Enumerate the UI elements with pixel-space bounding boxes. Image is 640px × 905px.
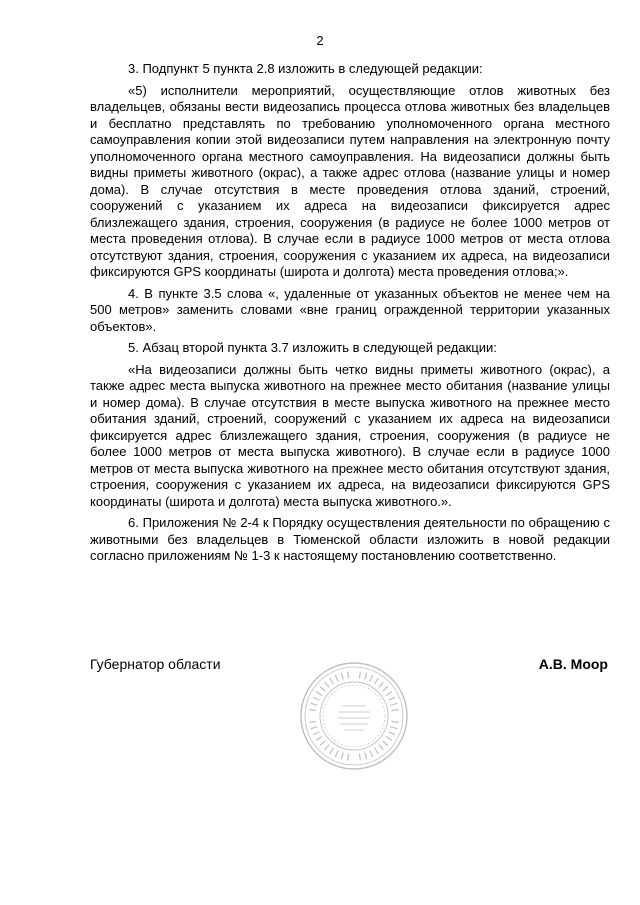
- paragraph-3-quote: «5) исполнители мероприятий, осуществляющие отлов животных без владельцев, обязаны вести видеозапись процесса отлова животных без владельцев и бесплатно представлять по требованию уполномоченного органа местного самоуправления копии этой видеозаписи путем направления на электронную почту уполномоченного органа местного самоуправления. На видеозаписи должны быть видны приметы животного (окрас), а также адрес отлова (название улицы и номер дома). В случае отсутствия в месте проведения отлова зданий, строений, сооружений с указанием их адреса на видеозаписи фиксируется адрес близлежащего здания, строения, сооружения (в радиусе не более 1000 метров от места проведения отлова). В случае если в радиусе 1000 метров от места отлова отсутствуют здания, строения, сооружения с указанием их адреса, на видеозаписи фиксируются GPS координаты (широта и долгота) места проведения отлова;».: [90, 82, 610, 279]
- seal-lettering-mark: [316, 692, 322, 696]
- seal-lettering-mark: [309, 721, 316, 722]
- official-seal-stamp: [298, 660, 410, 772]
- seal-lettering-mark: [348, 671, 349, 678]
- seal-lettering-mark: [309, 710, 316, 711]
- seal-lettering-mark: [348, 754, 349, 761]
- seal-lettering-mark: [311, 703, 318, 705]
- seal-lettering-mark: [330, 748, 334, 754]
- seal-lettering-mark: [386, 737, 392, 741]
- seal-lettering-mark: [390, 703, 397, 705]
- seal-lettering-mark: [386, 692, 392, 696]
- seal-lettering-mark: [383, 687, 388, 692]
- signature-title: Губернатор области: [90, 656, 221, 672]
- seal-lettering-mark: [325, 745, 330, 750]
- seal-lettering-mark: [313, 697, 319, 700]
- seal-lettering-mark: [320, 687, 325, 692]
- seal-lettering-mark: [375, 678, 379, 684]
- seal-lettering-mark: [365, 673, 367, 680]
- seal-lettering-mark: [379, 682, 384, 687]
- seal-lettering-mark: [311, 727, 318, 729]
- seal-lettering-mark: [383, 741, 388, 746]
- seal-lettering-mark: [320, 741, 325, 746]
- paragraph-6: 6. Приложения № 2-4 к Порядку осуществления деятельности по обращению с животными без владельцев в Тюменской области изложить в новой редакции согласно приложениям № 1-3 к настоящему постановлению соответственно.: [90, 515, 610, 563]
- seal-lettering-mark: [341, 673, 343, 680]
- seal-lettering-mark: [370, 675, 373, 681]
- seal-lettering-mark: [390, 727, 397, 729]
- seal-lettering-mark: [325, 682, 330, 687]
- seal-lettering-mark: [389, 697, 395, 700]
- page-number: 2: [316, 33, 324, 48]
- seal-lettering-mark: [379, 745, 384, 750]
- seal-lettering-mark: [359, 754, 360, 761]
- seal-lettering-mark: [341, 752, 343, 759]
- signature-name: А.В. Моор: [538, 656, 608, 672]
- seal-lettering-mark: [330, 678, 334, 684]
- paragraph-5: 5. Абзац второй пункта 3.7 изложить в следующей редакции:: [128, 340, 497, 355]
- seal-lettering-mark: [365, 752, 367, 759]
- paragraph-4: 4. В пункте 3.5 слова «, удаленные от указанных объектов не менее чем на 500 метров» заменить словами «вне границ огражденной территории указанных объектов».: [90, 285, 610, 334]
- seal-lettering-mark: [316, 737, 322, 741]
- paragraph-5-quote: «На видеозаписи должны быть четко видны приметы животного (окрас), а также адрес места выпуска животного на прежнее место обитания (название улицы и номер дома). В случае отсутствия в месте выпуска животного на прежнее место обитания зданий, строений, сооружений с указанием их адреса на видеозаписи фиксируется адрес близлежащего здания, строения, сооружения (в радиусе не более 1000 метров от места выпуска животного). В случае если в радиусе 1000 метров от места выпуска животного на прежнее место обитания отсутствуют здания, строения, сооружения с указанием их адреса, на видеозаписи фиксируются GPS координаты (широта и долгота) места выпуска животного.».: [90, 361, 610, 509]
- document-body: [90, 61, 610, 570]
- seal-lettering-mark: [389, 732, 395, 735]
- seal-lettering-mark: [335, 675, 338, 681]
- seal-lettering-mark: [392, 721, 399, 722]
- paragraph-3: 3. Подпункт 5 пункта 2.8 изложить в следующей редакции:: [128, 61, 483, 76]
- seal-lettering-mark: [375, 748, 379, 754]
- seal-lettering-mark: [370, 751, 373, 757]
- seal-lettering-mark: [392, 710, 399, 711]
- seal-lettering-mark: [335, 751, 338, 757]
- seal-lettering-mark: [313, 732, 319, 735]
- seal-lettering-mark: [359, 671, 360, 678]
